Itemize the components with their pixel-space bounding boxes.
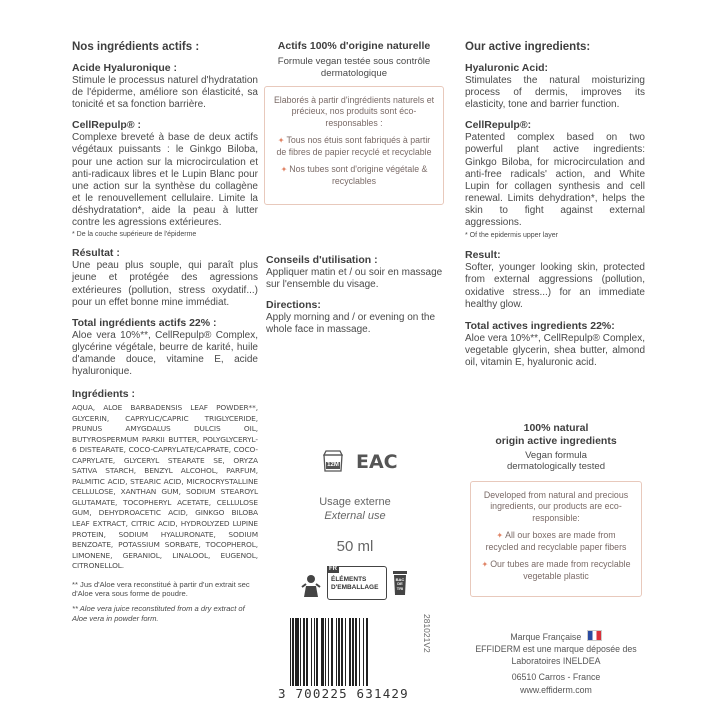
en-cell-footnote: * Of the epidermis upper layer bbox=[465, 231, 558, 239]
eco-box-en-intro: Developed from natural and precious ingredients, our products are eco-responsible: bbox=[483, 490, 629, 523]
en-result-title: Result: bbox=[465, 249, 501, 262]
en-cell-title: CellRepulp®: bbox=[465, 119, 532, 132]
barcode bbox=[290, 618, 422, 686]
usage-fr: Usage externe bbox=[319, 496, 391, 508]
en-natural-block bbox=[466, 422, 646, 473]
leaf-icon: ✦ bbox=[277, 136, 285, 146]
fr-total-text: Aloe vera 10%**, CellRepulp® Complex, glycérine végétale, beurre de karité, huile d'amande douce, vitamine E, acide hyaluronique. bbox=[72, 329, 258, 378]
en-hyal-title: Hyaluronic Acid: bbox=[465, 62, 549, 75]
barcode-bar bbox=[368, 618, 369, 686]
brand-line: Marque Française bbox=[466, 630, 646, 643]
triman-bin-icon bbox=[391, 568, 409, 596]
right-column-en bbox=[465, 40, 645, 369]
eco-box-fr bbox=[264, 86, 444, 205]
en-nat-sub2: dermatologically tested bbox=[506, 461, 606, 473]
mid-subtitle: Formule vegan testée sous contrôle dermatologique bbox=[277, 55, 431, 79]
fr-footnote-aloe: ** Jus d'Aloe vera reconstitué à partir d'un extrait sec d'Aloe vera sous forme de poudre. bbox=[72, 579, 250, 599]
eco-box-fr-intro: Elaborés à partir d'ingrédients naturels et précieux, nos produits sont éco-responsables : bbox=[273, 95, 435, 128]
triman-fr: FR bbox=[329, 566, 337, 572]
fr-hyal-title: Acide Hyaluronique : bbox=[72, 62, 178, 75]
en-result-text: Softer, younger looking skin, protected from external aggressions (pollution, oxidative stress...) for an immediate healthy glow. bbox=[465, 262, 645, 310]
fr-cell-title: CellRepulp® : bbox=[72, 119, 141, 132]
triman-bin-label: BAC DE TRI bbox=[395, 577, 405, 591]
eco-box-en-item1: ✦ All our boxes are made from recycled and recyclable paper fibers bbox=[485, 530, 627, 552]
conseils-text: Appliquer matin et / ou soir en massage sur l'ensemble du visage. bbox=[266, 266, 443, 290]
fr-ingredients-title: Ingrédients : bbox=[72, 387, 136, 400]
directions-title: Directions: bbox=[266, 299, 321, 312]
fr-title: Nos ingrédients actifs : bbox=[72, 41, 200, 53]
en-nat-title1: 100% natural bbox=[523, 422, 589, 434]
company-block bbox=[466, 630, 646, 696]
fr-result-text: Une peau plus souple, qui paraît plus jeune et protégée des agressions extérieures (pollution, stress oxydatif...) pour un effet bonne mine immédiat. bbox=[72, 260, 258, 308]
triman-label-box bbox=[327, 566, 387, 600]
barcode-number: 3 700225 631429 bbox=[278, 686, 409, 701]
leaf-icon: ✦ bbox=[496, 531, 504, 541]
triman-text1: ÉLÉMENTS bbox=[331, 576, 367, 583]
en-total-title: Total actives ingredients 22%: bbox=[465, 319, 615, 332]
en-footnote-aloe: ** Aloe vera juice reconstituted from a dry extract of Aloe vera in powder form. bbox=[72, 604, 245, 624]
conseils-title: Conseils d'utilisation : bbox=[266, 254, 378, 266]
leaf-icon: ✦ bbox=[280, 165, 288, 175]
usage-section bbox=[266, 254, 446, 336]
pao-label: 12M bbox=[327, 462, 339, 468]
middle-column bbox=[264, 40, 444, 79]
left-column-fr bbox=[72, 40, 258, 624]
batch-code: 281021V2 bbox=[422, 614, 432, 653]
mid-title: Actifs 100% d'origine naturelle bbox=[277, 40, 431, 52]
company-address: 06510 Carros - France bbox=[511, 672, 601, 683]
pao-icon bbox=[320, 448, 346, 474]
leaf-icon: ✦ bbox=[481, 560, 489, 570]
fr-cell-text: Complexe breveté à base de deux actifs végétaux puissants : le Ginkgo Biloba, pour une action sur la microcirculation et anti-radicaux libres et le Lupin Blanc pour une action sur la synthèse du collagène et le renouvellement cellulaire. Limite la déshydratation*, aide la peau à lutter contre les agressions extérieures. bbox=[72, 132, 258, 229]
eco-box-fr-item2: ✦ Nos tubes sont d'origine végétale & recyclables bbox=[280, 164, 428, 186]
fr-hyal-text: Stimule le processus naturel d'hydratation de l'épiderme, améliore son élasticité, sa tonicité et sa fonction barrière. bbox=[72, 74, 258, 111]
fr-result-title: Résultat : bbox=[72, 247, 120, 260]
directions-text: Apply morning and / or evening on the whole face in massage. bbox=[266, 311, 435, 336]
en-nat-title2: origin active ingredients bbox=[495, 434, 617, 447]
en-title: Our active ingredients: bbox=[465, 41, 591, 53]
en-hyal-text: Stimulates the natural moisturizing process of dermis, improves its elasticity, tone and barrier function. bbox=[465, 74, 645, 111]
eco-box-en bbox=[470, 481, 642, 597]
company-website: www.effiderm.com bbox=[520, 684, 592, 695]
french-flag-icon bbox=[587, 630, 602, 641]
fr-cell-footnote: * De la couche supérieure de l'épiderme bbox=[72, 230, 197, 238]
company-line2: Laboratoires INELDEA bbox=[511, 656, 601, 667]
usage-block bbox=[300, 496, 410, 556]
eco-box-en-item2: ✦ Our tubes are made from recyclable vegetable plastic bbox=[481, 559, 631, 581]
company-line1: EFFIDERM est une marque déposée des bbox=[475, 644, 637, 655]
eac-mark: EAC bbox=[356, 451, 398, 473]
eco-box-fr-item1: ✦ Tous nos étuis sont fabriqués à partir de fibres de papier recyclé et recyclable bbox=[276, 135, 432, 157]
fr-total-title: Total ingrédients actifs 22% : bbox=[72, 316, 217, 329]
volume: 50 ml bbox=[336, 537, 374, 555]
fr-ingredients-text: AQUA, ALOE BARBADENSIS LEAF POWDER**, GLYCERIN, CAPRYLIC/CAPRIC TRIGLYCERIDE, PRUNUS AMYGDALUS DULCIS OIL, BUTYROSPERMUM PARKII BUTTER, POLYGLYCERYL-6 DISTEARATE, COCO-CAPRYLATE/CAPRATE, COCO-CAPRYLATE, GLYCERYL STEARATE SE, ORYZA SATIVA STARCH, BENZYL ALCOHOL, PARFUM, PALMITIC ACID, STEARIC ACID, MICROCRYSTALLINE CELLULOSE, XANTHAN GUM, SODIUM STEAROYL GLUTAMATE, TOCOPHERYL ACETATE, CELLULOSE GUM, DEHYDROACETIC ACID, GINKGO BILOBA LEAF EXTRACT, CITRIC ACID, HYDROLYZED LUPINE PROTEIN, SODIUM HYALURONATE, SODIUM BENZOATE, POTASSIUM SORBATE, TOCOPHEROL, LIMONENE, GERANIOL, LINALOOL, EUGENOL, CITRONELLOL. bbox=[72, 403, 258, 571]
usage-en: External use bbox=[324, 510, 386, 523]
triman-icon bbox=[300, 573, 322, 599]
en-cell-text: Patented complex based on two powerful plant active ingredients: Ginkgo Biloba, for microcirculation and anti-free radicals' action, and White Lupin for collagen synthesis and cell renewal. Limits dehydration*, helps the skin to fight against external aggressions. bbox=[465, 132, 645, 229]
en-nat-sub1: Vegan formula bbox=[525, 449, 587, 461]
en-total-text: Aloe vera 10%**, CellRepulp® Complex, vegetable glycerin, shea butter, almond oil, vitamin E, hyaluronic acid. bbox=[465, 332, 645, 369]
triman-text2: D'EMBALLAGE bbox=[331, 583, 379, 591]
